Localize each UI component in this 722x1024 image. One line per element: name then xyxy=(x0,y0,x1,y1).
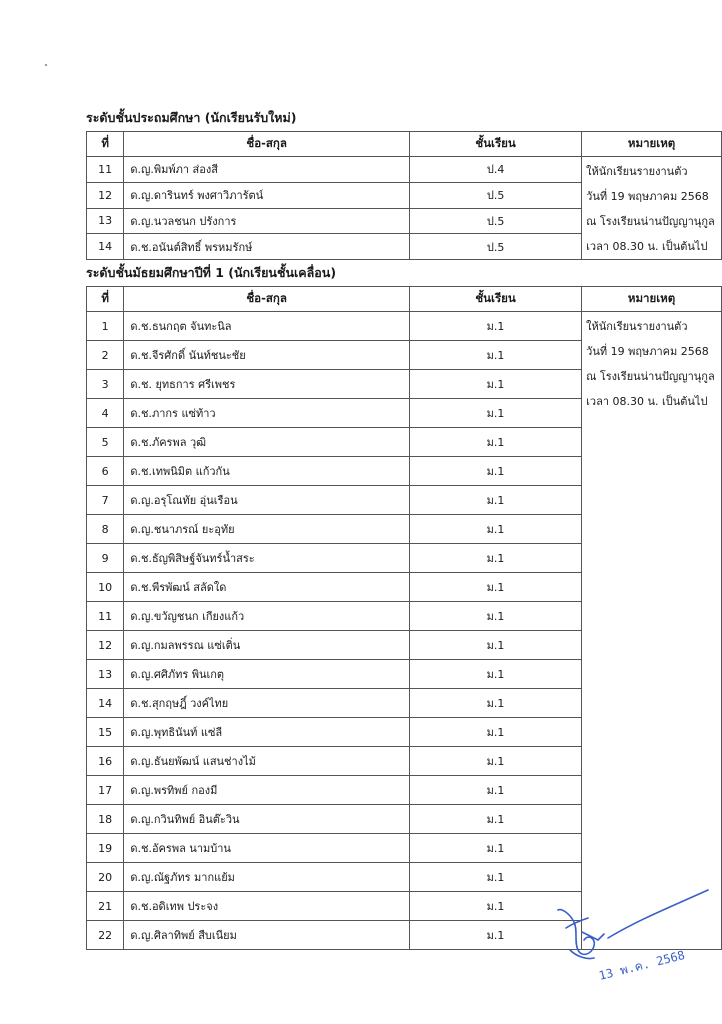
student-name: ด.ญ.ขวัญชนก เกียงแก้ว xyxy=(124,602,410,631)
row-number: 6 xyxy=(87,457,124,486)
header-name: ชื่อ-สกุล xyxy=(124,132,410,157)
student-name: ด.ญ.ศิลาทิพย์ สืบเนียม xyxy=(124,921,410,950)
student-grade: ม.1 xyxy=(409,341,581,370)
row-number: 7 xyxy=(87,486,124,515)
student-grade: ม.1 xyxy=(409,660,581,689)
student-name: ด.ช.พีรพัฒน์ สลัดใด xyxy=(124,573,410,602)
student-grade: ม.1 xyxy=(409,457,581,486)
remark-cell xyxy=(582,312,722,950)
student-name: ด.ญ.ดารินทร์ พงศาวิภารัตน์ xyxy=(124,182,410,208)
row-number: 5 xyxy=(87,428,124,457)
header-no: ที่ xyxy=(87,287,124,312)
table-row xyxy=(87,312,722,341)
student-grade: ม.1 xyxy=(409,573,581,602)
row-number: 9 xyxy=(87,544,124,573)
row-number: 12 xyxy=(87,631,124,660)
student-name: ด.ช.ธัญพิสิษฐ์จันทร์น้ำสระ xyxy=(124,544,410,573)
student-grade: ม.1 xyxy=(409,486,581,515)
student-grade: ป.4 xyxy=(410,157,582,183)
student-name: ด.ญ.พรทิพย์ กองมี xyxy=(124,776,410,805)
student-name: ด.ช.ธนกฤต จันทะนิล xyxy=(124,312,410,341)
remark-line: เวลา 08.30 น. เป็นต้นไป xyxy=(586,240,708,253)
row-number: 19 xyxy=(87,834,124,863)
student-name: ด.ช.สุกฤษฎิ์ วงค์ไทย xyxy=(124,689,410,718)
section-title-primary: ระดับชั้นประถมศึกษา (นักเรียนรับใหม่) xyxy=(86,110,297,125)
student-grade: ป.5 xyxy=(410,208,582,234)
row-number: 2 xyxy=(87,341,124,370)
remark-line: ณ โรงเรียนน่านปัญญานุกูล xyxy=(586,215,715,228)
header-note: หมายเหตุ xyxy=(582,132,722,157)
student-name: ด.ญ.กมลพรรณ แซ่เติ่น xyxy=(124,631,410,660)
student-grade: ม.1 xyxy=(409,631,581,660)
row-number: 22 xyxy=(87,921,124,950)
student-name: ด.ช.จีรศักดิ์ นันท์ชนะชัย xyxy=(124,341,410,370)
secondary-students-table xyxy=(86,286,722,950)
received-stamp xyxy=(548,880,718,990)
student-name: ด.ช.เทพนิมิต แก้วกัน xyxy=(124,457,410,486)
header-grade: ชั้นเรียน xyxy=(410,132,582,157)
signature-icon xyxy=(548,880,718,990)
student-grade: ม.1 xyxy=(409,370,581,399)
row-number: 14 xyxy=(87,689,124,718)
student-name: ด.ช.ภากร แซ่ท้าว xyxy=(124,399,410,428)
row-number: 16 xyxy=(87,747,124,776)
row-number: 13 xyxy=(87,208,124,234)
remark-cell xyxy=(582,157,722,260)
student-grade: ม.1 xyxy=(409,718,581,747)
student-name: ด.ญ.อรุโณทัย อุ่นเรือน xyxy=(124,486,410,515)
row-number: 20 xyxy=(87,863,124,892)
stamp-date: 13 พ.ค. 2568 xyxy=(597,947,687,983)
student-grade: ม.1 xyxy=(409,312,581,341)
row-number: 12 xyxy=(87,182,124,208)
header-name: ชื่อ-สกุล xyxy=(124,287,410,312)
student-grade: ม.1 xyxy=(409,544,581,573)
student-grade: ม.1 xyxy=(409,805,581,834)
student-name: ด.ช.อนันต์สิทธิ์ พรหมรักษ์ xyxy=(124,234,410,260)
row-number: 1 xyxy=(87,312,124,341)
student-name: ด.ญ.ธันยพัฒน์ แสนช่างไม้ xyxy=(124,747,410,776)
section-title-secondary: ระดับชั้นมัธยมศึกษาปีที่ 1 (นักเรียนชั้นเคลื่อน) xyxy=(86,265,337,280)
row-number: 10 xyxy=(87,573,124,602)
student-name: ด.ญ.นวลชนก ปรังการ xyxy=(124,208,410,234)
row-number: 14 xyxy=(87,234,124,260)
row-number: 18 xyxy=(87,805,124,834)
row-number: 13 xyxy=(87,660,124,689)
student-name: ด.ญ.กวินทิพย์ อินต๊ะวิน xyxy=(124,805,410,834)
row-number: 3 xyxy=(87,370,124,399)
row-number: 8 xyxy=(87,515,124,544)
student-name: ด.ช.อดิเทพ ประจง xyxy=(124,892,410,921)
student-grade: ม.1 xyxy=(409,892,581,921)
row-number: 4 xyxy=(87,399,124,428)
speck xyxy=(45,64,47,66)
student-grade: ม.1 xyxy=(409,776,581,805)
remark-line: วันที่ 19 พฤษภาคม 2568 xyxy=(586,345,709,358)
row-number: 11 xyxy=(87,602,124,631)
student-grade: ม.1 xyxy=(409,863,581,892)
student-grade: ม.1 xyxy=(409,602,581,631)
student-name: ด.ญ.ณัฐภัทร มากแย้ม xyxy=(124,863,410,892)
student-name: ด.ช. ยุทธการ ศรีเพชร xyxy=(124,370,410,399)
row-number: 11 xyxy=(87,157,124,183)
primary-students-table xyxy=(86,131,722,260)
header-no: ที่ xyxy=(87,132,124,157)
student-grade: ม.1 xyxy=(409,689,581,718)
remark-line: ให้นักเรียนรายงานตัว xyxy=(586,165,688,178)
student-name: ด.ช.อัครพล นามบ้าน xyxy=(124,834,410,863)
remark-line: วันที่ 19 พฤษภาคม 2568 xyxy=(586,190,709,203)
student-grade: ม.1 xyxy=(409,921,581,950)
student-grade: ม.1 xyxy=(409,747,581,776)
remark-line: ณ โรงเรียนน่านปัญญานุกูล xyxy=(586,370,715,383)
student-grade: ม.1 xyxy=(409,428,581,457)
student-grade: ม.1 xyxy=(409,834,581,863)
student-name: ด.ช.ภัครพล วุฒิ xyxy=(124,428,410,457)
remark-line: ให้นักเรียนรายงานตัว xyxy=(586,320,688,333)
student-name: ด.ญ.ชนาภรณ์ ยะอุทัย xyxy=(124,515,410,544)
row-number: 17 xyxy=(87,776,124,805)
header-note: หมายเหตุ xyxy=(582,287,722,312)
student-name: ด.ญ.พิมพ์ภา ส่องสี xyxy=(124,157,410,183)
remark-line: เวลา 08.30 น. เป็นต้นไป xyxy=(586,395,708,408)
table-row xyxy=(87,157,722,183)
student-grade: ม.1 xyxy=(409,515,581,544)
student-grade: ป.5 xyxy=(410,234,582,260)
student-grade: ม.1 xyxy=(409,399,581,428)
header-grade: ชั้นเรียน xyxy=(409,287,581,312)
table-header-row xyxy=(87,132,722,157)
row-number: 21 xyxy=(87,892,124,921)
student-grade: ป.5 xyxy=(410,182,582,208)
row-number: 15 xyxy=(87,718,124,747)
student-name: ด.ญ.พุทธินันท์ แซ่ลี xyxy=(124,718,410,747)
table-header-row xyxy=(87,287,722,312)
student-name: ด.ญ.ศศิภัทร พินเกตุ xyxy=(124,660,410,689)
